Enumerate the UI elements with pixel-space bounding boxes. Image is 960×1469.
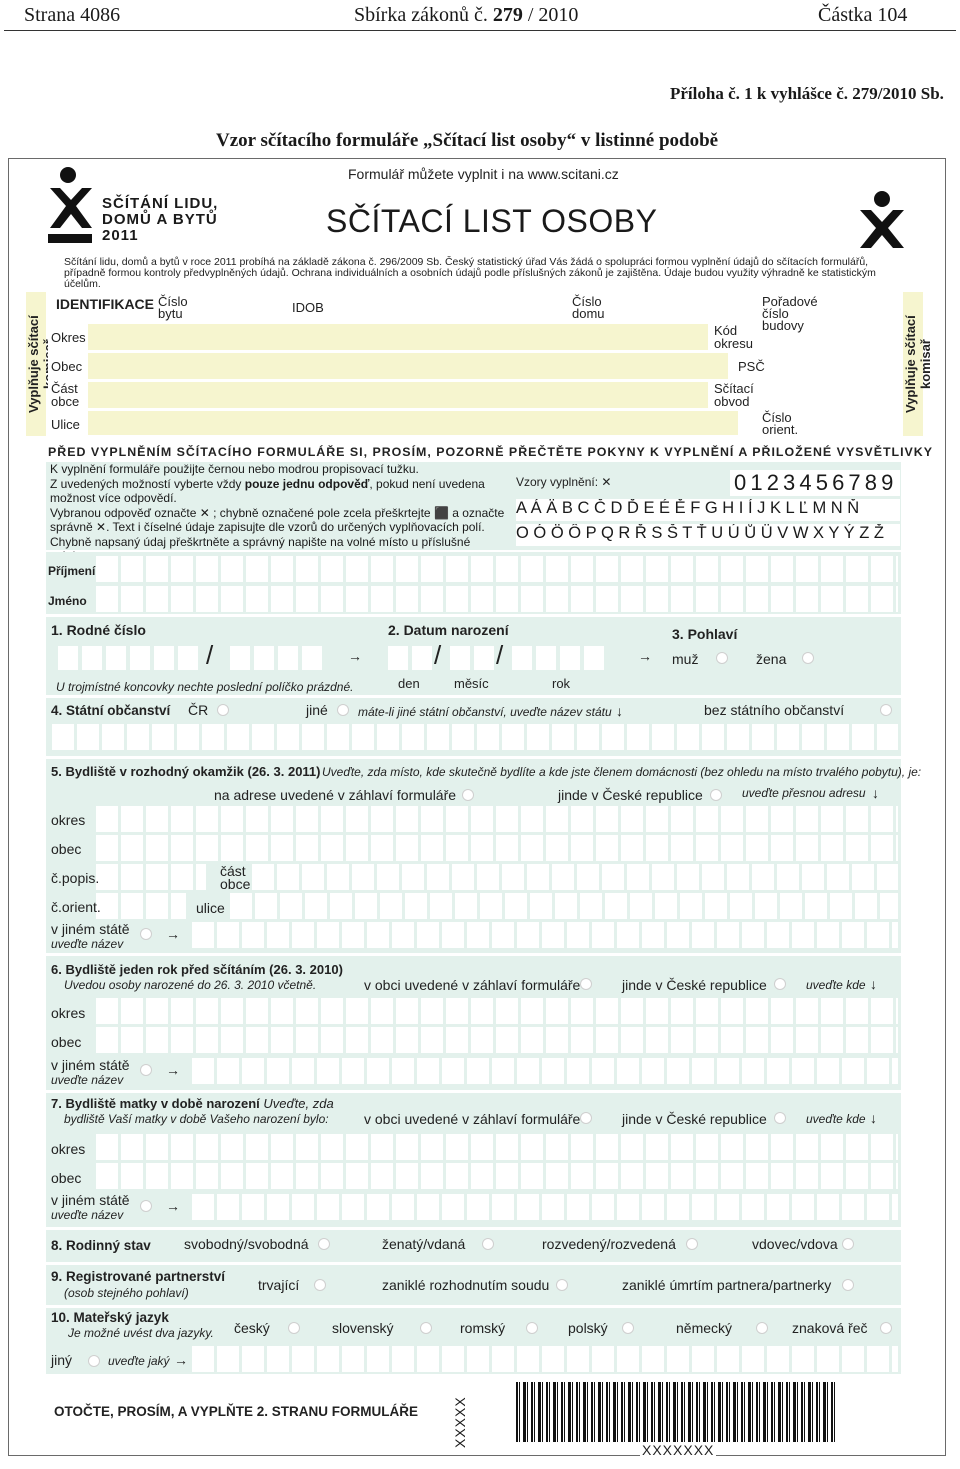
page-number: Strana 4086 [24,4,121,26]
q7-stat-field[interactable] [192,1194,898,1220]
q10-jiny-radio[interactable] [88,1355,100,1367]
idob-boxes [346,294,584,318]
box[interactable] [302,646,322,670]
q7-opt2-radio[interactable] [774,1112,786,1124]
side-label-right: Vyplňuje sčítací komisař [903,315,933,413]
arrow-right-icon: → [638,648,652,664]
q5-cpopis-field[interactable] [96,864,206,890]
jmeno-label: Jméno [48,594,87,608]
rok-boxes [512,646,604,670]
box[interactable] [474,646,494,670]
arrow-right-icon: → [348,648,362,664]
arrow-down-icon: ↓ [870,1110,877,1126]
letters-sample-2: O Ó Ö Ô P Q R Ř S Š T Ť U Ú Ů Ü V W X Y Ý Z Ž [516,524,900,546]
prijmeni-label: Příjmení [48,564,96,578]
q5-okres-field[interactable] [96,806,898,832]
q7-opt1-label: v obci uvedené v záhlaví formuláře [364,1111,581,1127]
barcode-icon [516,1382,836,1442]
q10-opt5-label: německý [676,1320,733,1336]
online-note: Formulář můžete vyplnit i na www.scitani.cz [348,166,619,182]
q6-opt3-label: uveďte kde [806,978,866,992]
box[interactable] [784,382,802,408]
q9-opt3-label: zaniklé úmrtím partnera/partnerky [622,1277,832,1293]
rodne-cislo-boxes [58,646,198,670]
box[interactable] [680,294,698,318]
census-mark-icon [856,190,906,250]
q10-opt5-radio[interactable] [756,1322,768,1334]
header-rule [4,30,956,31]
q7-obec-field[interactable] [96,1163,898,1189]
q4-note: máte-li jiné státní občanství, uveďte název státu [358,705,612,719]
box[interactable] [388,646,408,670]
part-number: Částka 104 [818,4,908,26]
ident-title: IDENTIFIKACE [56,296,160,312]
box[interactable] [536,646,556,670]
box[interactable] [808,353,826,379]
q5-corient-label: č.orient. [51,899,101,915]
cislo-orient-label: Číslo orient. [762,412,802,436]
cislo-domu-label: Číslo domu [572,296,612,320]
q10-opt3-radio[interactable] [526,1322,538,1334]
box[interactable] [702,294,720,318]
q4-jine-radio[interactable] [337,704,349,716]
box[interactable] [412,294,430,318]
q6-obec-field[interactable] [96,1027,898,1053]
q10-uvedte-jaky: uveďte jaký [108,1354,170,1368]
box[interactable] [636,294,654,318]
q8-opt1-radio[interactable] [318,1238,330,1250]
intro-text: Sčítání lidu, domů a bytů v roce 2011 probíhá na základě zákona č. 296/2009 Sb. Český statistický úřad Vás žádá o spolupráci formou vyplnění údajů do sčítacích formulářů, případně formou kontroly předvyplněných údajů. Ochrana individuálních a osobních údajů podle příslušných zákonů je zajištěna. Údaje budou využity výhradně ke statistickým účelům. [64,256,876,290]
q1-note: U trojmístné koncovky nechte poslední políčko prázdné. [56,680,354,694]
q8-opt4-radio[interactable] [842,1238,854,1250]
q5-okres-label: okres [51,812,86,828]
q6-opt2-label: jinde v České republice [622,977,767,993]
box[interactable] [230,646,250,670]
okres-field[interactable] [88,324,708,350]
cross-icon: ✕ [96,520,107,534]
q10-opt4-label: polský [568,1320,608,1336]
q9-opt2-radio[interactable] [556,1279,568,1291]
side-label-left: Vyplňuje sčítací [26,315,41,413]
box[interactable] [434,294,452,318]
box[interactable] [828,382,846,408]
annex-label: Příloha č. 1 k vyhlášce č. 279/2010 Sb. [670,84,944,103]
q10-jiny-field[interactable] [192,1346,898,1372]
slash-icon: / [496,640,504,670]
q8-opt2-radio[interactable] [482,1238,494,1250]
census-logo-icon [44,166,96,246]
q8-opt3-label: rozvedený/rozvedená [542,1236,676,1252]
logo-text: SČÍTÁNÍ LIDU, DOMŮ A BYTŮ 2011 [102,195,219,244]
cast-obce-label: Část obce [51,381,80,409]
q5-label: 5. Bydliště v rozhodný okamžik (26. 3. 2011) [51,764,321,779]
box[interactable] [106,646,126,670]
q2-label: 2. Datum narození [388,622,509,638]
collection-title: Sbírka zákonů č. 279 / 2010 [354,4,579,26]
box[interactable] [178,646,198,670]
q5-corient-field[interactable] [96,893,186,919]
q1-label: 1. Rodné číslo [51,622,146,638]
q8-opt2-label: ženatý/vdaná [382,1236,466,1252]
slash-icon: / [206,640,214,670]
arrow-down-icon: ↓ [616,703,623,719]
digits-sample: 0 1 2 3 4 5 6 7 8 9 [730,470,900,496]
okres-label: Okres [51,330,86,345]
q4-bez-radio[interactable] [880,704,892,716]
box[interactable] [278,646,298,670]
q4-stat-field[interactable] [52,724,898,750]
box[interactable] [212,294,230,318]
box[interactable] [614,294,632,318]
cross-icon: ✕ [601,475,612,489]
box[interactable] [58,646,78,670]
box[interactable] [130,646,150,670]
q5-opt2-label: jinde v České republice [558,787,703,803]
q7-opt3-label: uveďte kde [806,1112,866,1126]
q7-opt2-label: jinde v České republice [622,1111,767,1127]
q6-okres-field[interactable] [96,998,898,1024]
box[interactable] [500,294,518,318]
q5-opt1-label: na adrese uvedené v záhlaví formuláře [214,787,457,803]
q8-opt3-radio[interactable] [686,1238,698,1250]
q7-opt1-radio[interactable] [580,1112,592,1124]
q8-opt4-label: vdovec/vdova [752,1236,838,1252]
cislo-bytu-label: Číslo bytu [158,296,194,320]
zena-label: žena [756,651,787,667]
box[interactable] [512,646,532,670]
q6-opt1-radio[interactable] [580,978,592,990]
box[interactable] [456,294,474,318]
prijmeni-field[interactable] [96,556,898,582]
psc-boxes [764,353,870,379]
ident-row-1 [212,294,296,318]
vertical-code: XXXXX [452,1396,468,1448]
instructions-heading: PŘED VYPLNĚNÍM SČÍTACÍHO FORMULÁŘE SI, PROSÍM, POZORNĚ PŘEČTĚTE POKYNY K VYPLNĚNÍ A PŘILOŽENÉ VYSVĚTLIVKY [48,445,934,459]
q10-opt1-label: český [234,1320,270,1336]
box[interactable] [234,294,252,318]
q6-opt1-label: v obci uvedené v záhlaví formuláře [364,977,581,993]
ulice-field[interactable] [88,411,738,435]
turn-page-note: OTOČTE, PROSÍM, A VYPLŇTE 2. STRANU FORMULÁŘE [54,1404,419,1419]
q4-bez-label: bez státního občanství [704,702,845,718]
slash-icon: / [434,640,442,670]
box[interactable] [256,294,274,318]
rok-label: rok [552,676,571,691]
box[interactable] [82,646,102,670]
q6-note: Uvedou osoby narozené do 26. 3. 2010 včetně. [64,978,317,992]
q5-obec-field[interactable] [96,835,898,861]
ulice-label: Ulice [51,417,80,432]
barcode-code: XXXXXXX [642,1442,715,1458]
q5-jiny-stat-label: v jiném státě [51,921,130,937]
idob-label: IDOB [292,300,324,315]
q5-opt2-radio[interactable] [710,789,722,801]
muz-radio[interactable] [716,652,728,664]
q7-label: 7. Bydliště matky v době narození Uveďte, zda [51,1096,334,1111]
scitaci-obvod-label: Sčítací obvod [714,381,754,409]
q10-jiny-label: jiný [51,1352,73,1368]
q4-jine-label: jiné [306,702,328,718]
box[interactable] [478,294,496,318]
den-boxes [388,646,432,670]
q6-label: 6. Bydliště jeden rok před sčítáním (26. 3. 2010) [51,962,343,977]
arrow-right-icon: → [174,1352,188,1368]
q9-note: (osob stejného pohlaví) [64,1286,189,1300]
q4-label: 4. Státní občanství [51,703,171,718]
q7-okres-field[interactable] [96,1134,898,1160]
q5-jiny-stat-radio[interactable] [140,928,152,940]
q5-note: Uveďte, zda místo, kde skutečně bydlíte a kde jste členem domácnosti (bez ohledu na místo trvalého pobytu), je: [322,765,922,779]
box[interactable] [346,294,364,318]
box[interactable] [724,294,742,318]
q7-jiny-stat-label: v jiném státě [51,1192,130,1208]
vzory-label: Vzory vyplnění: ✕ [516,475,612,489]
obec-field[interactable] [88,353,728,379]
q5-opt3-label: uveďte přesnou adresu [742,786,866,800]
q5-ulice-label: ulice [196,900,225,916]
q8-opt1-label: svobodný/svobodná [184,1236,309,1252]
q7-uvedte-nazev: uveďte název [51,1208,124,1222]
q5-cpopis-label: č.popis. [51,870,100,886]
box[interactable] [852,353,870,379]
arrow-right-icon: → [166,926,180,942]
q7-okres-label: okres [51,1141,86,1157]
q6-okres-label: okres [51,1005,86,1021]
box[interactable] [544,294,562,318]
q6-jiny-stat-radio[interactable] [140,1064,152,1076]
box[interactable] [154,646,174,670]
arrow-right-icon: → [166,1198,180,1214]
q5-obec-label: obec [51,841,82,857]
den-label: den [398,676,420,691]
obec-label: Obec [51,359,83,374]
arrow-down-icon: ↓ [872,785,879,801]
cross-icon: ✕ [199,505,210,520]
q10-opt4-radio[interactable] [622,1322,634,1334]
q6-obec-label: obec [51,1034,82,1050]
form-title: SČÍTACÍ LIST OSOBY [326,203,658,239]
filled-mark-icon: ⬛ [433,505,449,520]
zena-radio[interactable] [802,652,814,664]
box[interactable] [830,353,848,379]
poradove-label: Pořadové číslo budovy [762,296,832,332]
mesic-label: měsíc [454,676,489,691]
kod-okresu-label: Kód okresu [714,323,754,351]
mesic-boxes [450,646,494,670]
box[interactable] [560,646,580,670]
q10-note: Je možné uvést dva jazyky. [68,1326,214,1340]
q10-opt3-label: romský [460,1320,506,1336]
box[interactable] [786,353,804,379]
arrow-down-icon: ↓ [870,976,877,992]
box[interactable] [762,382,780,408]
box[interactable] [254,646,274,670]
q5-ulice-field[interactable] [230,893,898,919]
psc-label: PSČ [738,359,765,374]
q5-stat-field[interactable] [192,922,898,948]
muz-label: muž [672,651,699,667]
box[interactable] [764,353,782,379]
box[interactable] [450,646,470,670]
box[interactable] [850,382,868,408]
q6-jiny-stat-label: v jiném státě [51,1057,130,1073]
q9-opt3-radio[interactable] [842,1279,854,1291]
q4-cr-label: ČR [188,702,209,718]
document-title: Vzor sčítacího formuláře „Sčítací list osoby“ v listinné podobě [216,130,719,151]
box[interactable] [390,294,408,318]
cislo-domu-boxes [614,294,764,318]
q6-opt2-radio[interactable] [774,978,786,990]
q3-label: 3. Pohlaví [672,626,738,642]
instructions-text: K vyplnění formuláře použijte černou nebo modrou propisovací tužku. Z uvedených možností vyberte vždy pouze jednu odpověď, pokud není uvedena možnost více odpovědí. Vybranou odpověď označte ✕ ; chybně označené pole zcela přeškrtejte ⬛ a označte správně ✕. Text i číselné údaje zapisujte dle vzorů do určených vyplňovacích polí. Chybně napsaný údaj přeškrtněte a správný napište na volné místo u příslušné [50,462,505,549]
obvod-boxes [740,382,868,408]
q10-label: 10. Mateřský jazyk [51,1310,169,1325]
q5-uvedte-nazev: uveďte název [51,937,124,951]
q5-cast-obce-field[interactable] [252,864,898,890]
q6-stat-field[interactable] [192,1058,898,1084]
q10-opt2-radio[interactable] [420,1322,432,1334]
q4-cr-radio[interactable] [217,704,229,716]
cast-obce-field[interactable] [88,382,708,408]
q10-opt6-label: znaková řeč [792,1320,868,1336]
q9-opt2-label: zaniklé rozhodnutím soudu [382,1277,550,1293]
q7-note: bydliště Vaší matky v době Vašeho narození bylo: [64,1112,329,1126]
box[interactable] [850,324,868,350]
q9-label: 9. Registrované partnerství [51,1269,226,1284]
box[interactable] [412,646,432,670]
letters-sample-1: A Á Ä B C Č D Ď E É Ě F G H I Í J K L Ľ M N Ň [516,499,900,521]
box[interactable] [658,294,676,318]
jmeno-field[interactable] [96,586,898,612]
q5-opt1-radio[interactable] [462,789,474,801]
q6-uvedte-nazev: uveďte název [51,1073,124,1087]
q9-opt1-radio[interactable] [314,1279,326,1291]
q10-opt2-label: slovenský [332,1320,394,1336]
box[interactable] [584,646,604,670]
q10-opt1-radio[interactable] [288,1322,300,1334]
q8-label: 8. Rodinný stav [51,1238,151,1253]
rodne-cislo-suffix-boxes [230,646,322,670]
box[interactable] [522,294,540,318]
q7-obec-label: obec [51,1170,82,1186]
box[interactable] [368,294,386,318]
arrow-right-icon: → [166,1062,180,1078]
q7-jiny-stat-radio[interactable] [140,1200,152,1212]
q10-opt6-radio[interactable] [880,1322,892,1334]
box[interactable] [806,382,824,408]
q5-cast-obce-label: část obce [220,863,251,892]
q9-opt1-label: trvající [258,1277,300,1293]
